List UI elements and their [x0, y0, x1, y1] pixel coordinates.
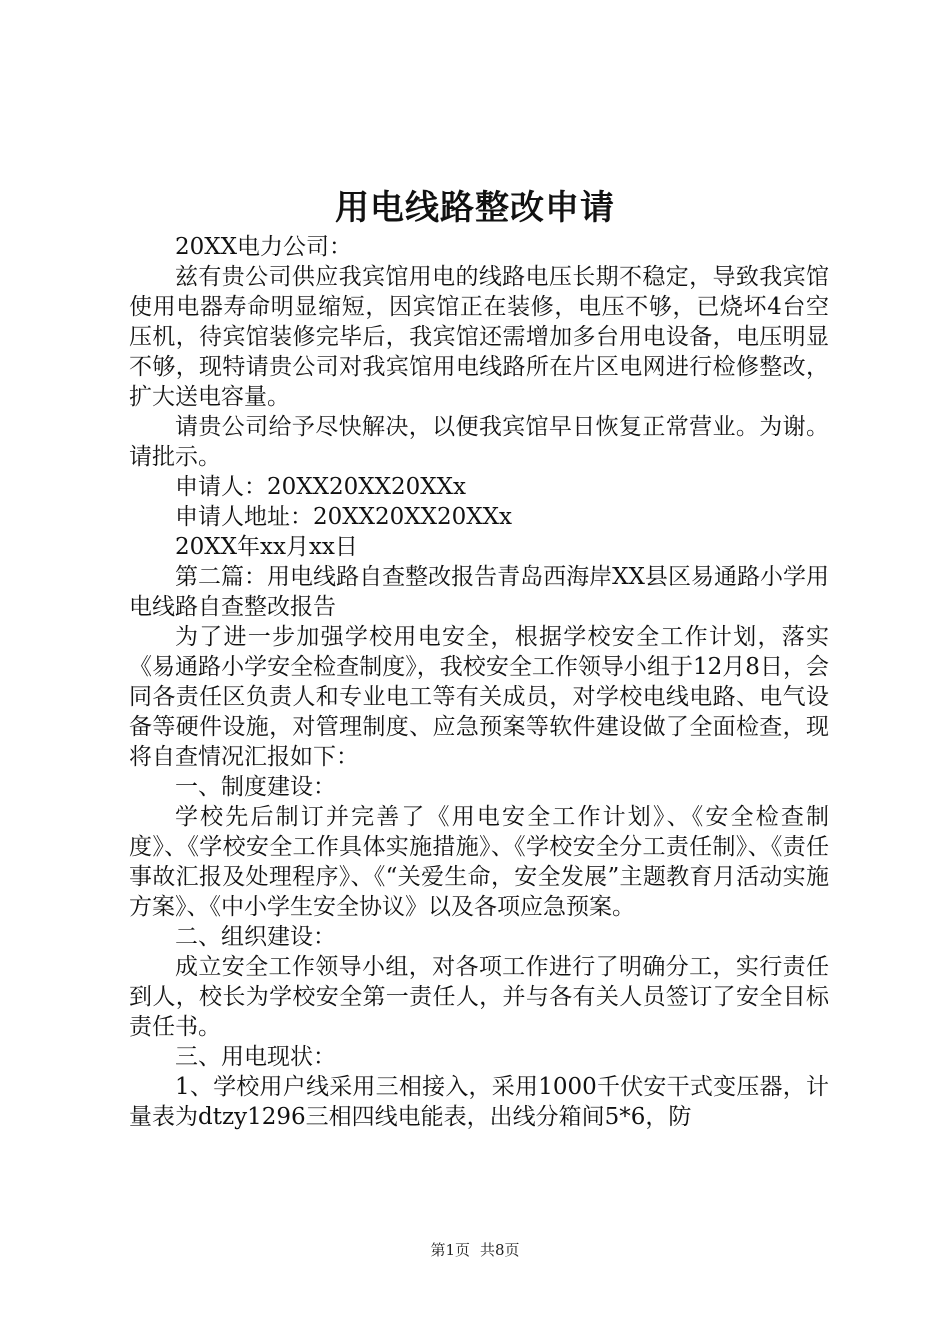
paragraph-status: 1、学校用户线采用三相接入，采用1000千伏安干式变压器，计量表为dtzy1296三相四线电能表，出线分箱间5*6，防: [129, 1074, 829, 1130]
section-heading-2: 二、组织建设：: [175, 924, 336, 950]
paragraph-applicant: 申请人：20XX20XX20XXx: [175, 474, 467, 500]
page-total: 共8页: [480, 1241, 520, 1259]
paragraph-salutation: 20XX电力公司：: [175, 234, 353, 260]
document-body: [129, 232, 829, 1132]
section-heading-1: 一、制度建设：: [175, 774, 336, 800]
paragraph-intro: 为了进一步加强学校用电安全，根据学校安全工作计划，落实《易通路小学安全检查制度》，我校安全工作领导小组于12月8日，会同各责任区负责人和专业电工等有关成员，对学校电线电路、电气设备等硬件设施，对管理制度、应急预案等软件建设做了全面检查，现将自查情况汇报如下：: [129, 624, 829, 770]
paragraph-closing: 请贵公司给予尽快解决，以便我宾馆早日恢复正常营业。为谢。请批示。: [129, 414, 829, 470]
paragraph-date: 20XX年xx月xx日: [175, 534, 358, 560]
page-footer: [0, 1240, 950, 1260]
document-title: 用电线路整改申请: [335, 188, 615, 228]
section-heading-3: 三、用电现状：: [175, 1044, 336, 1070]
paragraph-system: 学校先后制订并完善了《用电安全工作计划》、《安全检查制度》、《学校安全工作具体实施措施》、《学校安全分工责任制》、《责任事故汇报及处理程序》、《“关爱生命，安全发展”主题教育月活动实施方案》、《中小学生安全协议》以及各项应急预案。: [129, 804, 829, 920]
page-number: 第1页: [430, 1241, 470, 1259]
paragraph-organization: 成立安全工作领导小组，对各项工作进行了明确分工，实行责任到人，校长为学校安全第一责任人，并与各有关人员签订了安全目标责任书。: [129, 954, 829, 1040]
paragraph-request: 兹有贵公司供应我宾馆用电的线路电压长期不稳定，导致我宾馆使用电器寿命明显缩短，因宾馆正在装修，电压不够，已烧坏4台空压机，待宾馆装修完毕后，我宾馆还需增加多台用电设备，电压明显不够，现特请贵公司对我宾馆用电线路所在片区电网进行检修整改，扩大送电容量。: [129, 264, 829, 410]
paragraph-applicant-address: 申请人地址：20XX20XX20XXx: [175, 504, 513, 530]
paragraph-second-title: 第二篇：用电线路自查整改报告青岛西海岸XX县区易通路小学用电线路自查整改报告: [129, 564, 829, 620]
